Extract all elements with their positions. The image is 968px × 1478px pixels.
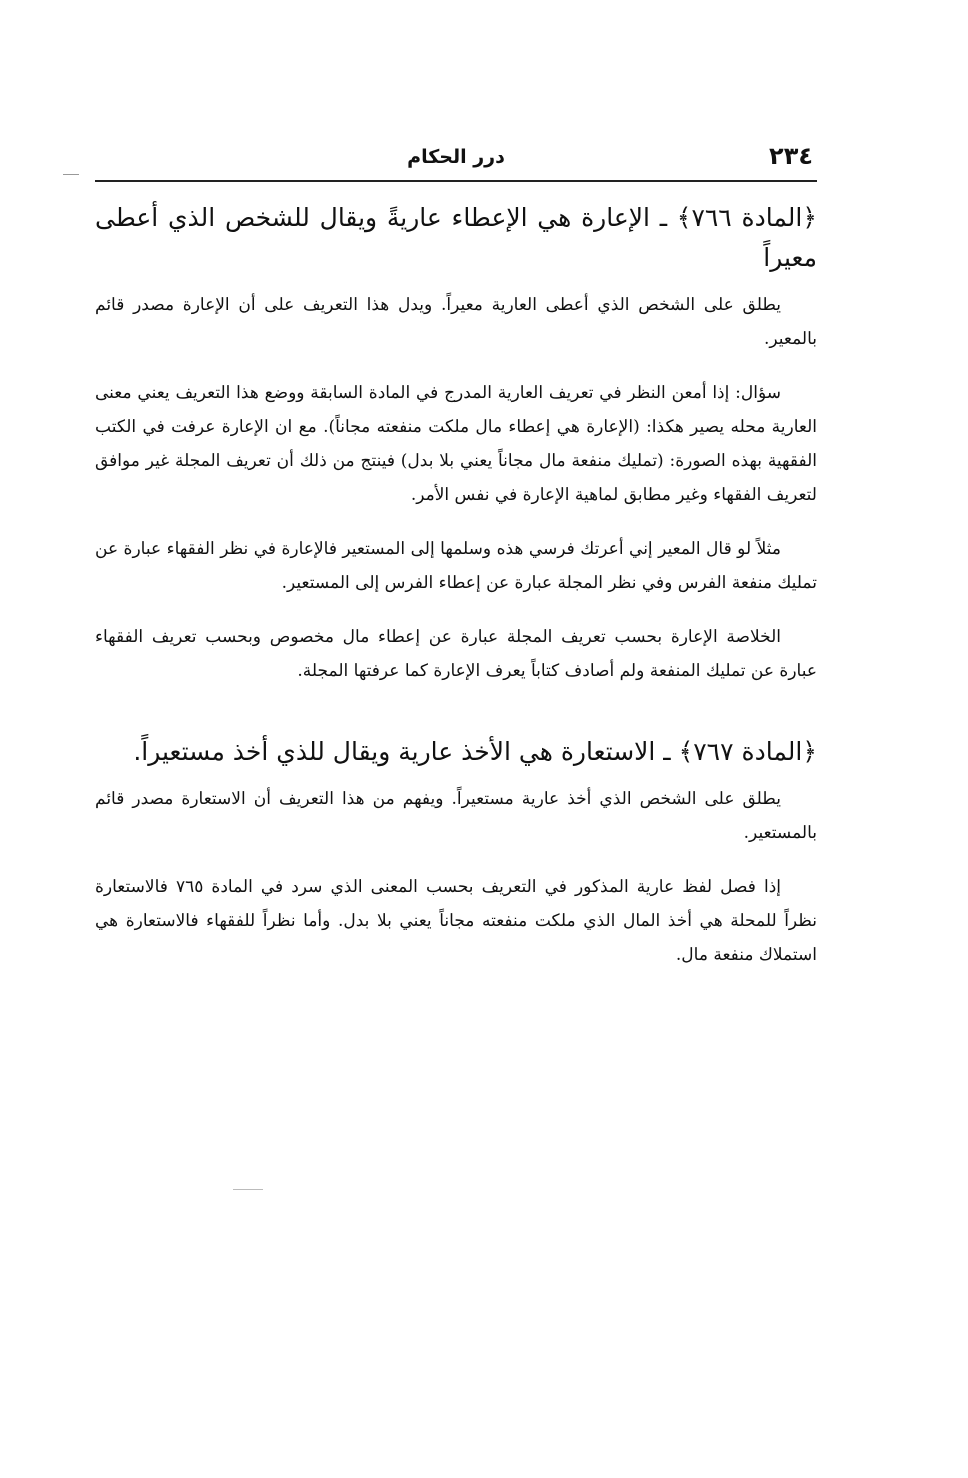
article-766-paragraph-3: مثلاً لو قال المعير إني أعرتك فرسي هذه وسلمها إلى المستعير فالإعارة في نظر الفقهاء عبارة عن تمليك منفعة الفرس وفي نظر المجلة عبارة عن إعطاء الفرس إلى المستعير.: [95, 539, 817, 593]
article-766-paragraph-2: سؤال: إذا أمعن النظر في تعريف العارية المدرج في المادة السابقة ووضع هذا التعريف يعني معنى العارية محله يصير هكذا: (الإعارة هي إعطاء مال ملكت منفعته مجاناً). مع ان الإعارة عرفت في الكتب الفقهية بهذه الصورة: (تمليك منفعة مال مجاناً يعني بلا بدل) فينتج من ذلك أن تعريف المجلة غير موافق لتعريف الفقهاء وغير مطابق لماهية الإعارة في نفس الأمر.: [95, 383, 817, 505]
article-766-heading: ﴿المادة ٧٦٦﴾ ـ الإعارة هي الإعطاء عاريةً ويقال للشخص الذي أعطى معيراً: [95, 203, 817, 272]
article-766-paragraph-1: يطلق على الشخص الذي أعطى العارية معيراً. ويدل هذا التعريف على أن الإعارة مصدر قائم بالمعير.: [95, 295, 817, 349]
running-title: درر الحكام: [407, 146, 505, 168]
article-767-heading: ﴿المادة ٧٦٧﴾ ـ الاستعارة هي الأخذ عارية ويقال للذي أخذ مستعيراً.: [133, 737, 817, 766]
scan-mark: [233, 1189, 263, 1190]
page-number: ٢٣٤: [769, 142, 813, 170]
page-body: [95, 196, 817, 972]
article-767-paragraph-1: يطلق على الشخص الذي أخذ عارية مستعيراً. ويفهم من هذا التعريف أن الاستعارة مصدر قائم بالمستعير.: [95, 789, 817, 843]
article-766-paragraph-4: الخلاصة الإعارة بحسب تعريف المجلة عبارة عن إعطاء مال مخصوص وبحسب تعريف الفقهاء عبارة عن تمليك المنفعة ولم أصادف كتاباً يعرف الإعارة كما عرفتها المجلة.: [95, 627, 817, 681]
page-header: [95, 138, 817, 182]
article-767-paragraph-2: إذا فصل لفظ عارية المذكور في التعريف بحسب المعنى الذي سرد في المادة ٧٦٥ فالاستعارة نظراً للمحلة هي أخذ المال الذي ملكت منفعته مجاناً يعني بلا بدل. وأما نظراً للفقهاء فالاستعارة هي استملاك منفعة مال.: [95, 877, 817, 965]
margin-mark: [63, 174, 79, 175]
